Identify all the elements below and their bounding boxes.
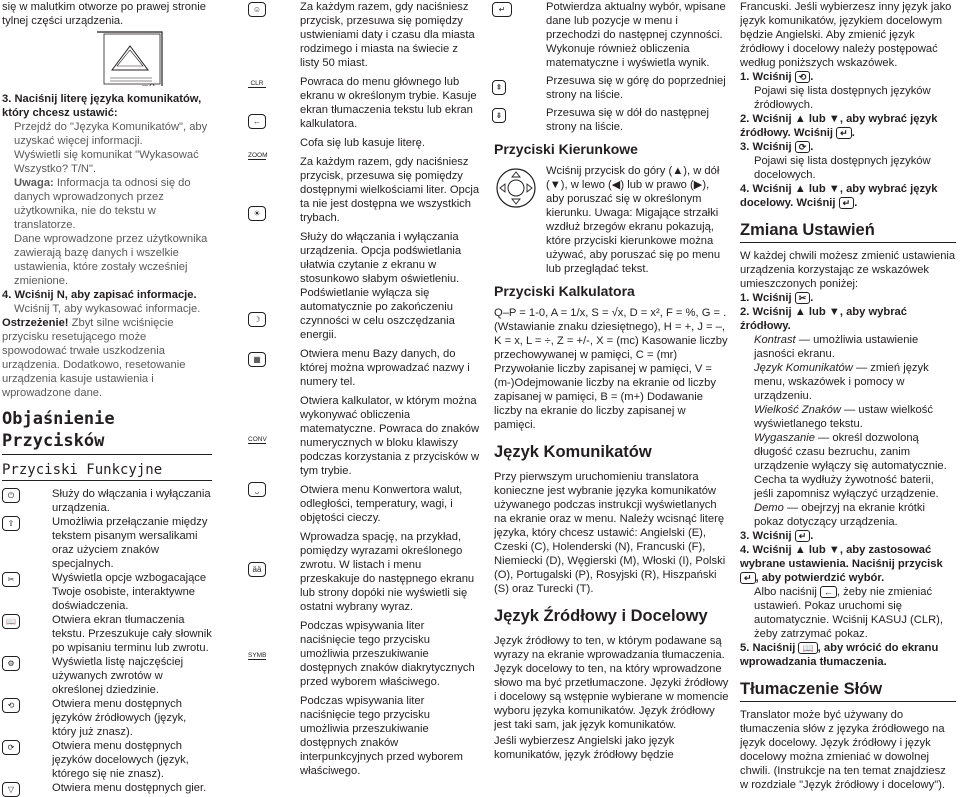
key-label: SYMB bbox=[248, 652, 267, 659]
settings-heading: Zmiana Ustawień bbox=[740, 220, 956, 243]
function-key-icon: 📖 bbox=[2, 614, 20, 629]
function-key-icon: ⟳ bbox=[2, 740, 20, 755]
key-icon-4 bbox=[248, 206, 266, 221]
lang-step-1: 1. Wciśnij ⟲ . bbox=[740, 71, 814, 83]
translation-heading: Tłumaczenie Słów bbox=[740, 679, 956, 702]
settings-step-4-text-c: Albo naciśnij bbox=[754, 586, 817, 598]
function-key-row bbox=[2, 739, 212, 781]
function-key-desc: Umożliwia przełączanie między tekstem pisanym wersalikami oraz użyciem znaków specjalnych. bbox=[52, 516, 208, 570]
key-icon-10 bbox=[248, 652, 266, 660]
lang-step-2-text: 2. Wciśnij ▲ lub ▼, aby wybrać język źródłowy. Wciśnij bbox=[740, 113, 938, 139]
message-language-desc: Przy pierwszym uruchomieniu translatora konieczne jest wybranie języka komunikatów używanego podczas instrukcji wyświetlanych na ekranie oraz w menu. Należy wcisnąć literę języka, który chcesz ustawić: Angielski (E), Czeski (C), Holenderski (N), Francuski (F), Niemiecki (D), Węgierski (M), Włoski (I), Polski (O), Portugalski (P), Rosyjski (R), Hiszpański (S) oraz Turecki (T). bbox=[494, 471, 726, 595]
column-3-keys bbox=[492, 0, 516, 140]
function-key-row bbox=[2, 515, 212, 571]
enter-glyph: ↵ bbox=[498, 5, 506, 14]
function-key-list bbox=[2, 487, 212, 797]
key-desc: Podczas wpisywania liter naciśnięcie tego przycisku umożliwia przeszukiwanie dostępnych znaków interpunkcyjnych przed wyborem właściwego. bbox=[300, 695, 463, 777]
key-desc: Wprowadza spację, na przykład, pomiędzy wyrazami określonego zwrotu. W listach i menu przeskakuje do następnego ekranu lub strony dopóki nie wyświetli się ostatni wybrany wyraz. bbox=[300, 531, 475, 613]
column-4 bbox=[740, 0, 956, 797]
lang-steps-intro: Francuski. Jeśli wybierzesz inny język jako język komunikatów, językiem docelowym będzie Angielski. Aby zmienić język źródłowy i docelowy należy postępować według poniższych wskazówek. bbox=[740, 1, 952, 69]
settings-option bbox=[740, 333, 956, 361]
settings-option-desc: — ustaw wielkość wyświetlanego tekstu. bbox=[754, 404, 933, 430]
back-key-icon: ← bbox=[820, 586, 837, 598]
direction-desc: Wciśnij przycisk do góry (▲), w dół (▼), w lewo (◀) lub w prawo (▶), aby poruszać się w określonym kierunku. Uwaga: Migające strzałki wzdłuż brzegów ekranu pokazują, które przyciski kierunkowe można używać, aby poruszać się po menu lub przeglądać tekst. bbox=[546, 165, 721, 275]
key-icon-6 bbox=[248, 352, 266, 367]
page-up-key-icon bbox=[492, 80, 506, 95]
step3-body: Przejdź do "Języka Komunikatów", aby uzyskać więcej informacji. bbox=[14, 121, 208, 147]
key-desc: Otwiera menu Konwertora walut, odległości, temperatury, wagi, i objętości cieczy. bbox=[300, 484, 463, 524]
key-glyph: ☀ bbox=[248, 206, 266, 221]
settings-option bbox=[740, 501, 956, 529]
key-desc: Otwiera menu Bazy danych, do której można wprowadzać nazwy i numery tel. bbox=[300, 348, 470, 388]
warning bbox=[2, 316, 212, 400]
key-glyph: ⎵ bbox=[248, 482, 266, 497]
enter-key-icon: ↵ bbox=[795, 530, 811, 542]
lang-step-1-text: 1. Wciśnij bbox=[740, 71, 792, 83]
enter-key-icon: ↵ bbox=[836, 127, 852, 139]
translation-desc: Translator może być używany do tłumaczenia słów z języka źródłowego na język docelowy. Język źródłowy i język docelowy można zmieniać w dowolnej chwili. (Instrukcje na ten temat znajdziesz w rozdziale "Język źródłowy i docelowy"). bbox=[740, 709, 946, 791]
settings-option-name: Kontrast bbox=[754, 334, 796, 346]
function-key-row bbox=[2, 655, 212, 697]
section-function-keys-heading: Przyciski Funkcyjne bbox=[2, 461, 212, 481]
warning-label: Ostrzeżenie! bbox=[2, 317, 69, 329]
settings-step-1-text: 1. Wciśnij bbox=[740, 292, 792, 304]
settings-option bbox=[740, 403, 956, 431]
function-key-row bbox=[2, 487, 212, 515]
column-1 bbox=[2, 0, 212, 797]
step3-message: Wyświetli się komunikat "Wykasować Wszystko? T/N". bbox=[14, 149, 199, 175]
settings-option-desc: — obejrzyj na ekranie krótki pokaz dotyczący urządzenia. bbox=[754, 502, 925, 528]
settings-option bbox=[740, 431, 956, 501]
enter-key-icon: ↵ bbox=[740, 572, 756, 584]
column-3-top bbox=[546, 0, 734, 139]
key-icon-1 bbox=[248, 80, 266, 88]
column-2 bbox=[300, 0, 480, 783]
direction-block bbox=[494, 164, 730, 276]
function-key-desc: Wyświetla opcje wzbogacające Twoje osobiste, interaktywne doświadczenia. bbox=[52, 572, 207, 612]
key-desc: Za każdym razem, gdy naciśniesz przycisk, przesuwa się pomiędzy dostępnymi wielkościami liter. Opcja ta nie jest dostępna we wszystkich trybach. bbox=[300, 156, 480, 224]
message-language-heading: Język Komunikatów bbox=[494, 443, 652, 461]
function-key-icon: ✂ bbox=[2, 572, 20, 587]
section-buttons-heading: Objaśnienie Przycisków bbox=[2, 408, 212, 455]
function-key-icon: ⇧ bbox=[2, 516, 20, 531]
settings-option-name: Język Komunikatów bbox=[754, 362, 853, 374]
settings-step-3: 3. Wciśnij ↵ . bbox=[740, 530, 814, 542]
lang-step-3: 3. Wciśnij ⟳ . bbox=[740, 141, 814, 153]
settings-intro: W każdej chwili możesz zmienić ustawienia urządzenia korzystając ze wskazówek umieszczonych poniżej: bbox=[740, 250, 956, 290]
page-down-glyph: ⇟ bbox=[495, 111, 503, 120]
key-icon-7 bbox=[248, 436, 266, 444]
direction-keys-heading: Przyciski Kierunkowe bbox=[494, 141, 638, 157]
step4-body: Wciśnij T, aby wykasować informacje. bbox=[14, 303, 201, 315]
settings-key-icon: ✂ bbox=[795, 292, 811, 304]
warning-text: Zbyt silne wciśnięcie przycisku resetującego może spowodować trwałe uszkodzenia urządzenia. Dodatkowo, resetowanie urządzenia kasuje ustawienia i wprowadzone dane. bbox=[2, 317, 186, 399]
key-desc: Powraca do menu głównego lub ekranu w określonym trybie. Kasuje ekran tłumaczenia tekstu lub ekran kalkulatora. bbox=[300, 76, 477, 130]
key-icon-8 bbox=[248, 482, 266, 497]
note-1 bbox=[2, 176, 212, 232]
note-1-more: Dane wprowadzone przez użytkownika zawierają bazę danych i wszelkie ustawienia, które zostały wcześniej zmienione. bbox=[14, 233, 208, 287]
key-desc: Za każdym razem, gdy naciśniesz przycisk, przesuwa się pomiędzy ustwieniami daty i czasu dla miasta rodzimego i miasta na świecie z listy 50 miast. bbox=[300, 1, 475, 69]
function-key-desc: Otwiera menu dostępnych języków docelowych (język, którego się nie znasz). bbox=[52, 740, 189, 780]
settings-step-5-text-b: , aby wrócić do ekranu wprowadzania tłumaczenia. bbox=[740, 642, 939, 668]
intro-text: się w malutkim otworze po prawej stronie tylnej części urządzenia. bbox=[2, 1, 206, 27]
key-glyph: ää bbox=[248, 562, 266, 577]
step4-heading: 4. Wciśnij N, aby zapisać informacje. bbox=[2, 289, 197, 301]
lang-step-4: 4. Wciśnij ▲ lub ▼, aby wybrać język docelowy. Wciśnij ↵ . bbox=[740, 183, 938, 209]
source-target-desc-2: Jeśli wybierzesz Angielski jako język komunikatów, język źródłowy będzie bbox=[494, 735, 675, 761]
function-key-desc: Wyświetla listę najczęściej używanych zwrotów w określonej dziedzinie. bbox=[52, 656, 184, 696]
function-key-row bbox=[2, 781, 212, 797]
key-icon-3 bbox=[248, 152, 266, 160]
page-up-desc: Przesuwa się w górę do poprzedniej strony na liście. bbox=[546, 75, 726, 101]
source-target-desc: Język źródłowy to ten, w którym podawane są wyrazy na ekranie wprowadzania tłumaczenia. Język docelowy to ten, na który wprowadzone słowo ma być przetłumaczone. Języki źródłowy i docelowy są wstępnie wybierane w momencie wyboru języka komunikatów. Język źródłowy jest taki sam, jak język komunikatów. bbox=[494, 635, 729, 731]
settings-option bbox=[740, 361, 956, 403]
calculator-keys-heading: Przyciski Kalkulatora bbox=[494, 283, 635, 299]
key-label: ZOOM bbox=[248, 152, 268, 159]
key-desc: Otwiera kalkulator, w którym można wykonywać obliczenia matematyczne. Powraca do znaków numerycznych w bloku klawiszy podczas korzystania z przycisków w tym trybie. bbox=[300, 395, 480, 477]
key-icon-9 bbox=[248, 562, 266, 577]
function-key-desc: Otwiera menu dostępnych języków źródłowych (język, który już znasz). bbox=[52, 698, 187, 738]
direction-pad-icon bbox=[494, 166, 538, 210]
function-key-icon: ⏻ bbox=[2, 488, 20, 503]
settings-option-desc: — umożliwia ustawienie jasności ekranu. bbox=[754, 334, 919, 360]
key-desc: Służy do włączania i wyłączania urządzenia. Opcja podświetlania ułatwia czytanie z ekranu w stosunkowo słabym oświetleniu. Podświetlanie wyłącza się automatycznie po zakończeniu czynności w celu oszczędzania energii. bbox=[300, 231, 462, 341]
key-desc: Cofa się lub kasuje literę. bbox=[300, 137, 425, 149]
note-text: Informacja ta odnosi się do danych wprowadzonych przez użytkownika, nie do tekstu w translatorze. bbox=[14, 177, 191, 231]
key-label: CONV bbox=[248, 436, 267, 443]
enter-desc: Potwierdza aktualny wybór, wpisane dane lub pozycje w menu i przechodzi do następnej czynności. Wykonuje również obliczenia matematyczne i wyświetla wynik. bbox=[546, 1, 726, 69]
column-2-keys bbox=[246, 0, 274, 732]
settings-option-name: Wygaszanie bbox=[754, 432, 815, 444]
key-icon-0 bbox=[248, 2, 266, 17]
function-key-icon: ▽ bbox=[2, 782, 20, 797]
settings-step-4 bbox=[740, 543, 956, 585]
key-glyph: ▦ bbox=[248, 352, 266, 367]
page-up-glyph: ⇞ bbox=[495, 83, 503, 92]
settings-step-4-text: 4. Wciśnij ▲ lub ▼, aby zastosować wybrane ustawienia. Naciśnij przycisk bbox=[740, 544, 943, 570]
calculator-desc: Q–P = 1-0, A = 1/x, S = √x, D = x², F = %, G = . (Wstawianie znaku dziesiętnego), H = +, J = –, K = x, L = ÷, Z = +/-, X = (mc) Kasowanie liczby przechowywanej w pamięci, C = (mr) Przywołanie liczby zapisanej w pamięci, V = (m-)Odejmowanie liczby na ekranie od liczby zapisanej w pamięci, B = (m+) Dodawanie liczby na ekranie do liczby zapisanej w pamięci. bbox=[494, 307, 728, 431]
key-glyph: ← bbox=[248, 114, 266, 129]
settings-step-5 bbox=[740, 641, 956, 669]
page-down-desc: Przesuwa się w dół do następnej strony na liście. bbox=[546, 107, 709, 133]
function-key-row bbox=[2, 697, 212, 739]
lang-step-3-text: 3. Wciśnij bbox=[740, 141, 792, 153]
settings-option-desc: — zmień język menu, wskazówek i pomocy w urządzeniu. bbox=[754, 362, 929, 402]
settings-step-4-text-d: , żeby nie zmieniać ustawień. Pokaz uruchomi się automatycznie. Wciśnij KASUJ (CLR), żeby zatrzymać pokaz. bbox=[754, 586, 943, 640]
function-key-row bbox=[2, 613, 212, 655]
settings-step-4-body bbox=[740, 585, 956, 641]
settings-step-5-text: 5. Naciśnij bbox=[740, 642, 796, 654]
lang-step-1-body: Pojawi się lista dostępnych języków źródłowych. bbox=[754, 85, 931, 111]
enter-key-icon: ↵ bbox=[839, 197, 855, 209]
function-key-desc: Otwiera menu dostępnych gier. bbox=[52, 782, 207, 794]
lang-step-2: 2. Wciśnij ▲ lub ▼, aby wybrać język źródłowy. Wciśnij ↵ . bbox=[740, 113, 938, 139]
settings-step-4-text-b: , aby potwierdzić wybór. bbox=[755, 572, 885, 584]
function-key-icon: ⚙ bbox=[2, 656, 20, 671]
device-back-illustration bbox=[2, 28, 202, 86]
function-key-desc: Służy do włączania i wyłączania urządzenia. bbox=[52, 488, 211, 514]
settings-option-name: Demo bbox=[754, 502, 784, 514]
enter-key-icon bbox=[492, 2, 512, 17]
lang-step-4-text: 4. Wciśnij ▲ lub ▼, aby wybrać język docelowy. Wciśnij bbox=[740, 183, 938, 209]
settings-option-name: Wielkość Znaków bbox=[754, 404, 841, 416]
note-label: Uwaga: bbox=[14, 177, 54, 189]
lang-step-3-body: Pojawi się lista dostępnych języków docelowych. bbox=[754, 155, 931, 181]
function-key-icon: ⟲ bbox=[2, 698, 20, 713]
target-lang-key-icon: ⟳ bbox=[795, 141, 811, 153]
key-icon-2 bbox=[248, 114, 266, 129]
translate-key-icon: 📖 bbox=[798, 642, 817, 654]
step3-heading: 3. Naciśnij literę języka komunikatów, który chcesz ustawić: bbox=[2, 93, 202, 119]
settings-options bbox=[740, 333, 956, 529]
page-down-key-icon bbox=[492, 108, 506, 123]
key-desc: Podczas wpisywania liter naciśnięcie tego przycisku umożliwia przeszukiwanie dostępnych znaków diakrytycznych przed wyborem właściwego. bbox=[300, 620, 475, 688]
function-key-row bbox=[2, 571, 212, 613]
column-3 bbox=[494, 140, 730, 767]
settings-step-1: 1. Wciśnij ✂ . bbox=[740, 292, 814, 304]
key-glyph: ☽ bbox=[248, 312, 266, 327]
function-key-desc: Otwiera ekran tłumaczenia tekstu. Przeszukuje cały słownik po wpisaniu terminu lub zwrotu. bbox=[52, 614, 212, 654]
key-glyph: ☺ bbox=[248, 2, 266, 17]
settings-option-desc: — określ dozwoloną długość czasu bezruchu, zanim urządzenie wyłączy się automatycznie. Cecha ta wydłuży żywotność baterii, jeśli zapomnisz wyłączyć urządzenie. bbox=[754, 432, 947, 500]
source-target-heading: Język Źródłowy i Docelowy bbox=[494, 607, 708, 625]
settings-step-2: 2. Wciśnij ▲ lub ▼, aby wybrać źródłowy. bbox=[740, 306, 908, 332]
key-icon-5 bbox=[248, 312, 266, 327]
key-label: CLR bbox=[248, 80, 266, 88]
settings-step-3-text: 3. Wciśnij bbox=[740, 530, 792, 542]
source-lang-key-icon: ⟲ bbox=[795, 71, 811, 83]
